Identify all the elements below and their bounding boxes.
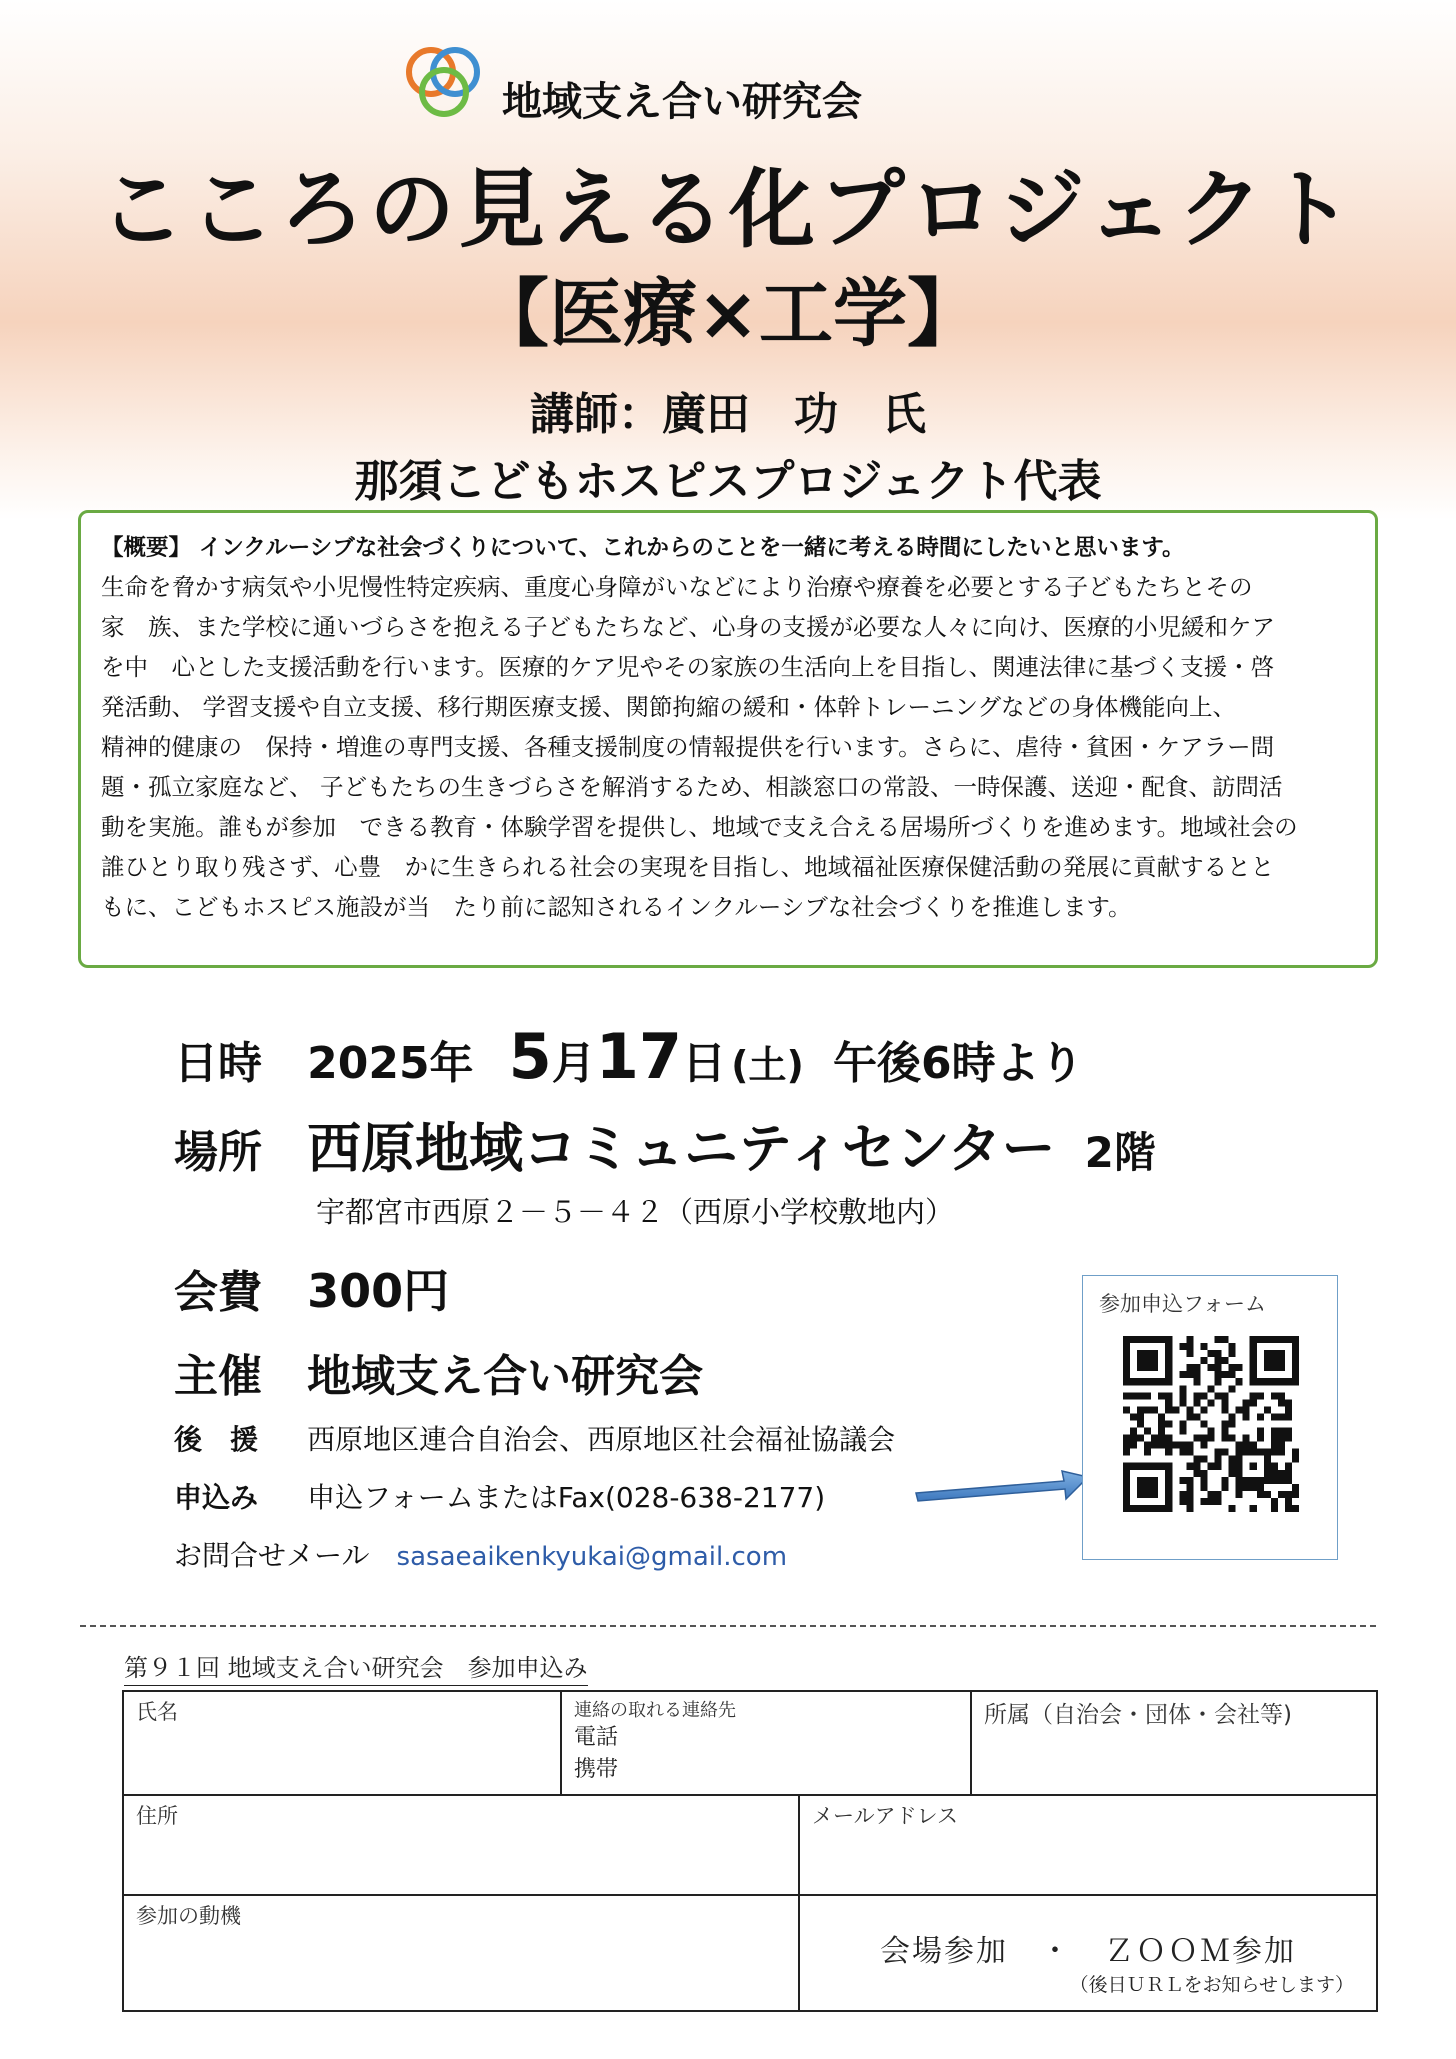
place-row [174, 1106, 1156, 1183]
motive-label: 参加の動機 [136, 1904, 241, 1928]
org-name: 地域支え合い研究会 [502, 79, 862, 125]
mobile-label: 携帯 [574, 1757, 619, 1782]
date-year: 2025年 [307, 1038, 474, 1089]
place-floor: 2階 [1084, 1128, 1156, 1177]
form-title: 第９１回 地域支え合い研究会 参加申込み [124, 1648, 588, 1686]
qr-code-icon[interactable] [1123, 1336, 1299, 1512]
apply-label: 申込み [174, 1481, 259, 1514]
summary-line: 家 族、また学校に通いづらさを抱える子どもたちなど、心身の支援が必要な人々に向け、医療的小児緩和ケア [101, 613, 1276, 641]
motive-field[interactable] [123, 1895, 799, 2011]
date-day-number: 17 [595, 1020, 683, 1093]
lecturer-role: 那須こどもホスピスプロジェクト代表 [354, 456, 1102, 507]
summary-line: を中 心とした支援活動を行います。医療的ケア児やその家族の生活向上を目指し、関連法律に基づく支援・啓 [101, 653, 1275, 681]
attend-options[interactable]: 会場参加 ・ ＺＯＯＭ参加 [880, 1934, 1296, 1969]
qr-box [1082, 1275, 1338, 1560]
date-weekday: (土) [731, 1043, 804, 1087]
place-address: 宇都宮市西原２－５－４２（西原小学校敷地内） [316, 1195, 955, 1229]
date-label: 日時 [174, 1038, 262, 1089]
cut-line [80, 1625, 1376, 1627]
form-row [123, 1795, 1377, 1895]
main-title: こころの見える化プロジェクト [98, 160, 1358, 260]
host-row [174, 1340, 703, 1404]
lecturer: 講師：廣田 功 氏 [530, 389, 926, 440]
apply-value: 申込フォームまたはFax(028-638-2177) [307, 1481, 826, 1514]
name-field[interactable] [123, 1691, 561, 1795]
logo-rings-icon [400, 42, 490, 120]
email-label: メールアドレス [812, 1804, 958, 1828]
email-field[interactable] [799, 1795, 1377, 1895]
contact-email-link[interactable]: sasaeaikenkyukai@gmail.com [396, 1542, 788, 1572]
support-row [174, 1418, 895, 1458]
contact-field[interactable] [561, 1691, 971, 1795]
form-row [123, 1895, 1377, 2011]
contact-label: お問合せメール [174, 1539, 370, 1572]
date-month-unit: 月 [551, 1038, 596, 1089]
contact-row [174, 1534, 787, 1574]
summary-line: 動を実施。誰もが参加 できる教育・体験学習を提供し、地域で支え合える居場所づくりを進めます。地域社会の [101, 813, 1298, 841]
summary-line: 生命を脅かす病気や小児慢性特定疾病、重度心身障がいなどにより治療や療養を必要とする子どもたちとその [101, 573, 1253, 601]
apply-row [174, 1476, 825, 1516]
fee-row [174, 1255, 449, 1321]
support-label: 後 援 [174, 1423, 259, 1456]
summary-lead: 【概要】 インクルーシブな社会づくりについて、これからのことを一緒に考える時間にしたいと思います。 [101, 535, 1185, 561]
fee-value: 300円 [307, 1264, 450, 1318]
subtitle: 【医療×工学】 [474, 271, 981, 357]
address-field[interactable] [123, 1795, 799, 1895]
date-day-unit: 日 [682, 1038, 727, 1089]
affiliation-field[interactable] [971, 1691, 1377, 1795]
name-label: 氏名 [136, 1700, 178, 1724]
summary-box [78, 510, 1378, 968]
host-value: 地域支え合い研究会 [307, 1351, 704, 1402]
address-label: 住所 [136, 1804, 178, 1828]
affiliation-label: 所属（自治会・団体・会社等) [984, 1702, 1292, 1728]
arrow-to-qr-icon [914, 1455, 1090, 1515]
summary-line: もに、こどもホスピス施設が当 たり前に認知されるインクルーシブな社会づくりを推進します。 [101, 893, 1132, 921]
contact-field-label: 連絡の取れる連絡先 [574, 1700, 736, 1721]
date-time: 午後6時より [833, 1038, 1084, 1089]
attend-choice[interactable] [799, 1895, 1377, 2011]
fee-label: 会費 [174, 1267, 262, 1318]
summary-line: 精神的健康の 保持・増進の専門支援、各種支援制度の情報提供を行います。さらに、虐待・貧困・ケアラー問 [101, 733, 1275, 761]
summary-line: 題・孤立家庭など、 子どもたちの生きづらさを解消するため、相談窓口の常設、一時保護、送迎・配食、訪問活 [101, 773, 1283, 801]
date-month-number: 5 [508, 1020, 552, 1093]
summary-line: 誰ひとり取り残さず、心豊 かに生きられる社会の実現を目指し、地域福祉医療保健活動の発展に貢献するとと [101, 853, 1275, 881]
support-value: 西原地区連合自治会、西原地区社会福祉協議会 [307, 1423, 896, 1456]
phone-label: 電話 [574, 1725, 619, 1750]
place-name: 西原地域コミュニティセンター [307, 1117, 1056, 1180]
place-label: 場所 [174, 1127, 262, 1178]
host-label: 主催 [174, 1351, 262, 1402]
qr-label: 参加申込フォーム [1099, 1292, 1266, 1316]
form-row [123, 1691, 1377, 1795]
date-row [174, 1020, 1084, 1093]
attend-note: （後日ＵＲＬをお知らせします） [1069, 1974, 1354, 1996]
application-form [122, 1690, 1378, 2012]
summary-line: 発活動、 学習支援や自立支援、移行期医療支援、関節拘縮の緩和・体幹トレーニングなどの身体機能向上、 [101, 693, 1236, 721]
